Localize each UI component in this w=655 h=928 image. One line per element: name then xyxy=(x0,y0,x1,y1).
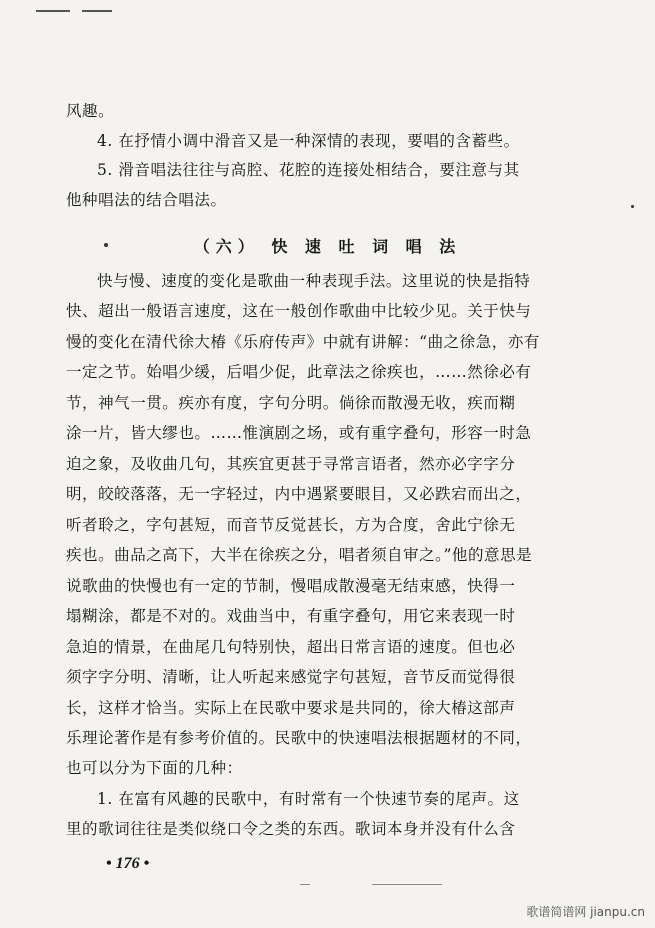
text-line: 风趣。 xyxy=(66,102,115,120)
paragraph-line: 说歌曲的快慢也有一定的节制，慢唱成散漫毫无结束感，快得一 xyxy=(66,577,516,595)
paragraph-line: 疾也。曲品之高下，大半在徐疾之分，唱者须自审之。”他的意思是 xyxy=(66,546,533,564)
paragraph-line: 一定之节。始唱少缓，后唱少促，此章法之徐疾也，……然徐必有 xyxy=(66,363,532,381)
list-item-5: 5. 滑音唱法往往与高腔、花腔的连接处相结合，要注意与其 xyxy=(97,161,520,179)
watermark: 歌谱简谱网 jianpu.cn xyxy=(526,905,645,919)
text-line: 他种唱法的结合唱法。 xyxy=(66,191,227,209)
paragraph-line: 明，皎皎落落，无一字轻过，内中遇紧要眼目，又必跌宕而出之， xyxy=(66,485,532,503)
paragraph-line: 塌糊涂，都是不对的。戏曲当中，有重字叠句，用它来表现一时 xyxy=(66,607,516,625)
page-number: • 176 • xyxy=(106,855,150,872)
scan-mark xyxy=(372,884,442,885)
paragraph-line: 快与慢、速度的变化是歌曲一种表现手法。这里说的快是指特 xyxy=(97,272,531,290)
section-heading: （六） 快 速 吐 词 唱 法 xyxy=(193,237,462,256)
paragraph-line: 节，神气一贯。疾亦有度，字句分明。倘徐而散漫无收，疾而糊 xyxy=(66,394,516,412)
paragraph-line: 快、超出一般语言速度，这在一般创作歌曲中比较少见。关于快与 xyxy=(66,302,532,320)
paragraph-line: 里的歌词往往是类似绕口令之类的东西。歌词本身并没有什么含 xyxy=(66,820,516,838)
scan-mark xyxy=(82,10,112,12)
paragraph-line: 也可以分为下面的几种： xyxy=(66,759,243,777)
scan-mark xyxy=(36,10,70,12)
scan-mark xyxy=(300,884,310,885)
paragraph-line: 急迫的情景，在曲尾几句特别快，超出日常言语的速度。但也必 xyxy=(66,638,516,656)
paragraph-line: 须字字分明、清晰，让人听起来感觉字句甚短，音节反而觉得很 xyxy=(66,668,516,686)
speck xyxy=(631,205,634,208)
paragraph-line: 长，这样才恰当。实际上在民歌中要求是共同的，徐大椿这部声 xyxy=(66,699,516,717)
paragraph-line: 乐理论著作是有参考价值的。民歌中的快速唱法根据题材的不同， xyxy=(66,729,532,747)
paragraph-line: 迫之象，及收曲几句，其疾宜更甚于寻常言语者，然亦必字字分 xyxy=(66,455,516,473)
paragraph-line: 涂一片，皆大缪也。……惟演剧之场，或有重字叠句，形容一时急 xyxy=(66,424,532,442)
list-item-4: 4. 在抒情小调中滑音又是一种深情的表现，要唱的含蓄些。 xyxy=(97,132,520,150)
list-item-1: 1. 在富有风趣的民歌中，有时常有一个快速节奏的尾声。这 xyxy=(97,790,520,808)
paragraph-line: 听者聆之，字句甚短，而音节反觉甚长，方为合度，舍此宁徐无 xyxy=(66,516,516,534)
paragraph-line: 慢的变化在清代徐大椿《乐府传声》中就有讲解：“曲之徐急，亦有 xyxy=(66,333,540,351)
